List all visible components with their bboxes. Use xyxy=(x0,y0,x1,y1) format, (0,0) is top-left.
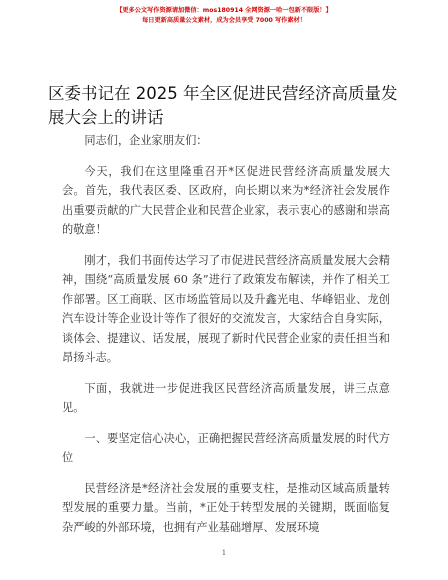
document-title: 区委书记在 2025 年全区促进民营经济高质量发展大会上的讲话 xyxy=(48,84,398,127)
banner-line-2: 每日更新高质量公文素材，成为会员享受 7000 写作素材！ xyxy=(142,17,306,24)
document-body xyxy=(62,131,390,548)
banner-line-1: 【更多公文写作资源请加微信：mos180914 全网资源一哈一包新不限版！】 xyxy=(116,7,332,14)
section-heading-1: 一、要坚定信心决心，正确把握民营经济高质量发展的时代方位 xyxy=(62,431,390,464)
paragraph-4: 民营经济是*经济社会发展的重要支柱，是推动区域高质量转型发展的重要力量。当前，*正处于转型发展的关键期，既面临复杂严峻的外部环境，也拥有产业基础增厚、发展环境 xyxy=(62,481,390,534)
paragraph-2: 刚才，我们书面传达学习了市促进民营经济高质量发展大会精神，围绕“高质量发展 60 条”进行了政策发布解读，并作了相关工作部署。区工商联、区市场监管局以及升鑫光电、华峰铝业、龙创汽车设计等企业设计等作了很好的交流发言，大家结合自身实际，谈体会、提建议、话发展，展现了新时代民营企业家的责任担当和昂扬斗志。 xyxy=(62,253,390,364)
promo-banner xyxy=(0,6,448,26)
paragraph-1: 今天，我们在这里隆重召开*区促进民营经济高质量发展大会。首先，我代表区委、区政府，向长期以来为*经济社会发展作出重要贡献的广大民营企业和民营企业家，表示衷心的感谢和崇高的敬意！ xyxy=(62,164,390,236)
page-number: 1 xyxy=(221,549,227,557)
paragraph-3: 下面，我就进一步促进我区民营经济高质量发展，讲三点意见。 xyxy=(62,381,390,414)
greeting: 同志们，企业家朋友们： xyxy=(84,134,208,147)
